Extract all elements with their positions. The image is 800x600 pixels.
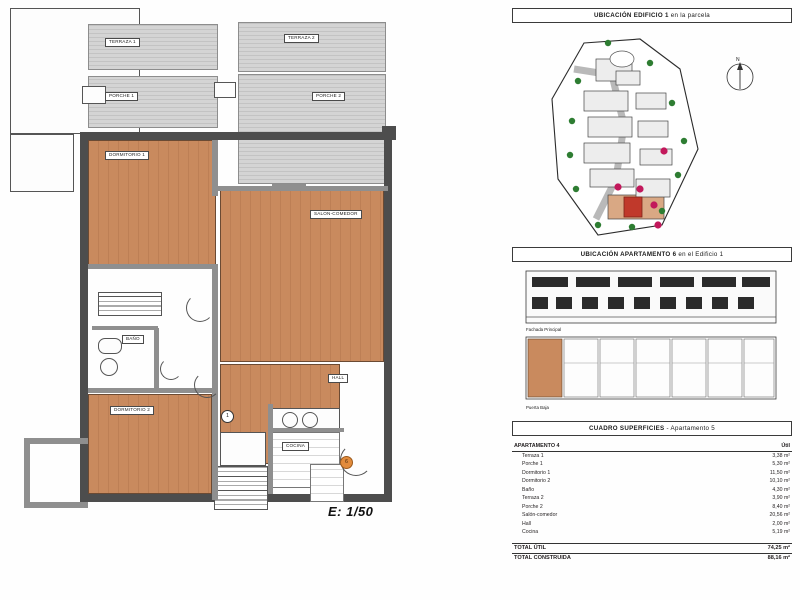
door-arc-3 xyxy=(160,358,182,380)
row-label: Dormitorio 1 xyxy=(522,469,551,476)
wall-partition-3 xyxy=(88,264,218,269)
window-porche-2 xyxy=(214,82,236,98)
caption-front: Fachada Principal xyxy=(526,327,562,332)
label-porche-1: PORCHE 1 xyxy=(105,92,138,101)
room-terraza-2 xyxy=(238,22,386,72)
row-value: 3,90 m² xyxy=(772,495,790,502)
row-value: 3,38 m² xyxy=(772,452,790,459)
row-value: 8,40 m² xyxy=(772,503,790,510)
label-bano: BAÑO xyxy=(122,335,144,344)
row-value: 4,30 m² xyxy=(772,486,790,493)
row-label: Dormitorio 2 xyxy=(522,478,551,485)
row-value: 2,00 m² xyxy=(772,520,790,527)
building-elevations-svg xyxy=(512,267,792,419)
row-label: Cocina xyxy=(522,529,539,536)
north-label: N xyxy=(736,57,740,63)
row-label: Salón-comedor xyxy=(522,512,558,519)
terrace-edge-west-3 xyxy=(24,438,30,508)
floor-plan xyxy=(10,8,500,592)
header-util: Útil xyxy=(720,442,792,451)
total-row-construida xyxy=(512,553,792,562)
terrace-edge-west-2 xyxy=(24,502,88,508)
surfaces-table-wrap xyxy=(512,442,792,563)
stair-landing xyxy=(220,432,266,466)
sink-fixture xyxy=(100,358,118,376)
highlighted-unit xyxy=(624,197,642,217)
right-column xyxy=(512,8,792,592)
building-plan xyxy=(526,337,776,399)
table-row xyxy=(512,503,792,512)
hob-icon-2 xyxy=(302,412,318,428)
total-row-util xyxy=(512,543,792,553)
window-porche-1 xyxy=(82,86,106,104)
row-value: 11,50 m² xyxy=(769,469,790,476)
wall-partition-8 xyxy=(154,328,159,388)
table-row xyxy=(512,469,792,478)
elevation-front xyxy=(526,271,776,323)
building-panel-title xyxy=(512,247,792,262)
north-arrow xyxy=(727,62,753,90)
total-label: TOTAL ÚTIL xyxy=(512,543,720,553)
surfaces-panel-title xyxy=(512,421,792,436)
site-panel-title xyxy=(512,8,792,23)
table-row xyxy=(512,511,792,520)
marker-1: 1 xyxy=(221,410,234,423)
label-porche-2: PORCHE 2 xyxy=(312,92,345,101)
wall-partition-6 xyxy=(268,404,273,494)
surfaces-panel-title-thin: - Apartamento 5 xyxy=(664,425,716,432)
building-panel-title-bold: UBICACIÓN APARTAMENTO 6 xyxy=(580,251,677,258)
row-label: Baño xyxy=(522,486,535,493)
pool xyxy=(610,51,634,67)
table-row xyxy=(512,528,792,537)
staircase xyxy=(214,466,268,510)
wall-partition-9 xyxy=(92,326,158,330)
site-plan xyxy=(512,29,792,247)
building-panel-title-thin: en el Edificio 1 xyxy=(676,251,724,258)
wall-west xyxy=(80,132,88,502)
row-label: Porche 2 xyxy=(522,503,543,510)
door-arc-1 xyxy=(186,294,214,322)
room-bano xyxy=(10,134,74,192)
table-header-row xyxy=(512,442,792,451)
building-elevations xyxy=(512,267,792,419)
site-panel-title-thin: en la parcela xyxy=(668,12,711,19)
wall-corner-ne xyxy=(382,126,396,140)
marker-6: 6 xyxy=(340,456,353,469)
door-arc-2 xyxy=(194,372,220,398)
row-label: Porche 1 xyxy=(522,461,543,468)
row-value: 10,10 m² xyxy=(769,478,790,485)
row-label: Terraza 1 xyxy=(522,452,544,459)
table-row xyxy=(512,477,792,486)
table-row xyxy=(512,460,792,469)
room-terraza-1 xyxy=(88,24,218,70)
wall-north xyxy=(80,132,392,140)
room-aseo xyxy=(310,464,344,502)
total-label: TOTAL CONSTRUIDA xyxy=(512,553,720,562)
surfaces-table xyxy=(512,442,792,563)
site-panel-title-bold: UBICACIÓN EDIFICIO 1 xyxy=(593,12,669,19)
row-label: Hall xyxy=(522,520,531,527)
window-salon xyxy=(272,184,306,190)
total-value: 88,16 m² xyxy=(720,553,792,562)
site-plan-svg xyxy=(512,29,792,247)
label-salon-comedor: SALON-COMEDOR xyxy=(310,210,362,219)
label-dormitorio-1: DORMITORIO 1 xyxy=(105,151,149,160)
table-row xyxy=(512,520,792,529)
wall-partition-7 xyxy=(268,428,344,432)
scale-label: E: 1/50 xyxy=(328,504,374,519)
caption-rear: Puerta Baja xyxy=(526,405,549,410)
hob-icon xyxy=(282,412,298,428)
header-apartment: APARTAMENTO 4 xyxy=(512,442,720,451)
row-value: 20,56 m² xyxy=(769,512,790,519)
table-row xyxy=(512,486,792,495)
bathtub-fixture xyxy=(98,338,122,354)
label-hall: HALL xyxy=(328,374,348,383)
row-label: Terraza 2 xyxy=(522,495,544,502)
label-cocina: COCINA xyxy=(282,442,309,451)
row-value: 5,19 m² xyxy=(772,529,790,536)
surfaces-panel-title-bold: CUADRO SUPERFICIES xyxy=(588,425,665,432)
room-porche-1 xyxy=(88,76,218,128)
label-terraza-1: TERRAZA 1 xyxy=(105,38,140,47)
table-row xyxy=(512,494,792,503)
label-terraza-2: TERRAZA 2 xyxy=(284,34,319,43)
label-dormitorio-2: DORMITORIO 2 xyxy=(110,406,154,415)
table-row xyxy=(512,451,792,460)
total-value: 74,25 m² xyxy=(720,543,792,553)
terrace-edge-west xyxy=(24,438,88,444)
wardrobe-dormitorio-1 xyxy=(98,292,162,316)
room-porche-2 xyxy=(238,74,386,184)
row-value: 5,30 m² xyxy=(772,461,790,468)
